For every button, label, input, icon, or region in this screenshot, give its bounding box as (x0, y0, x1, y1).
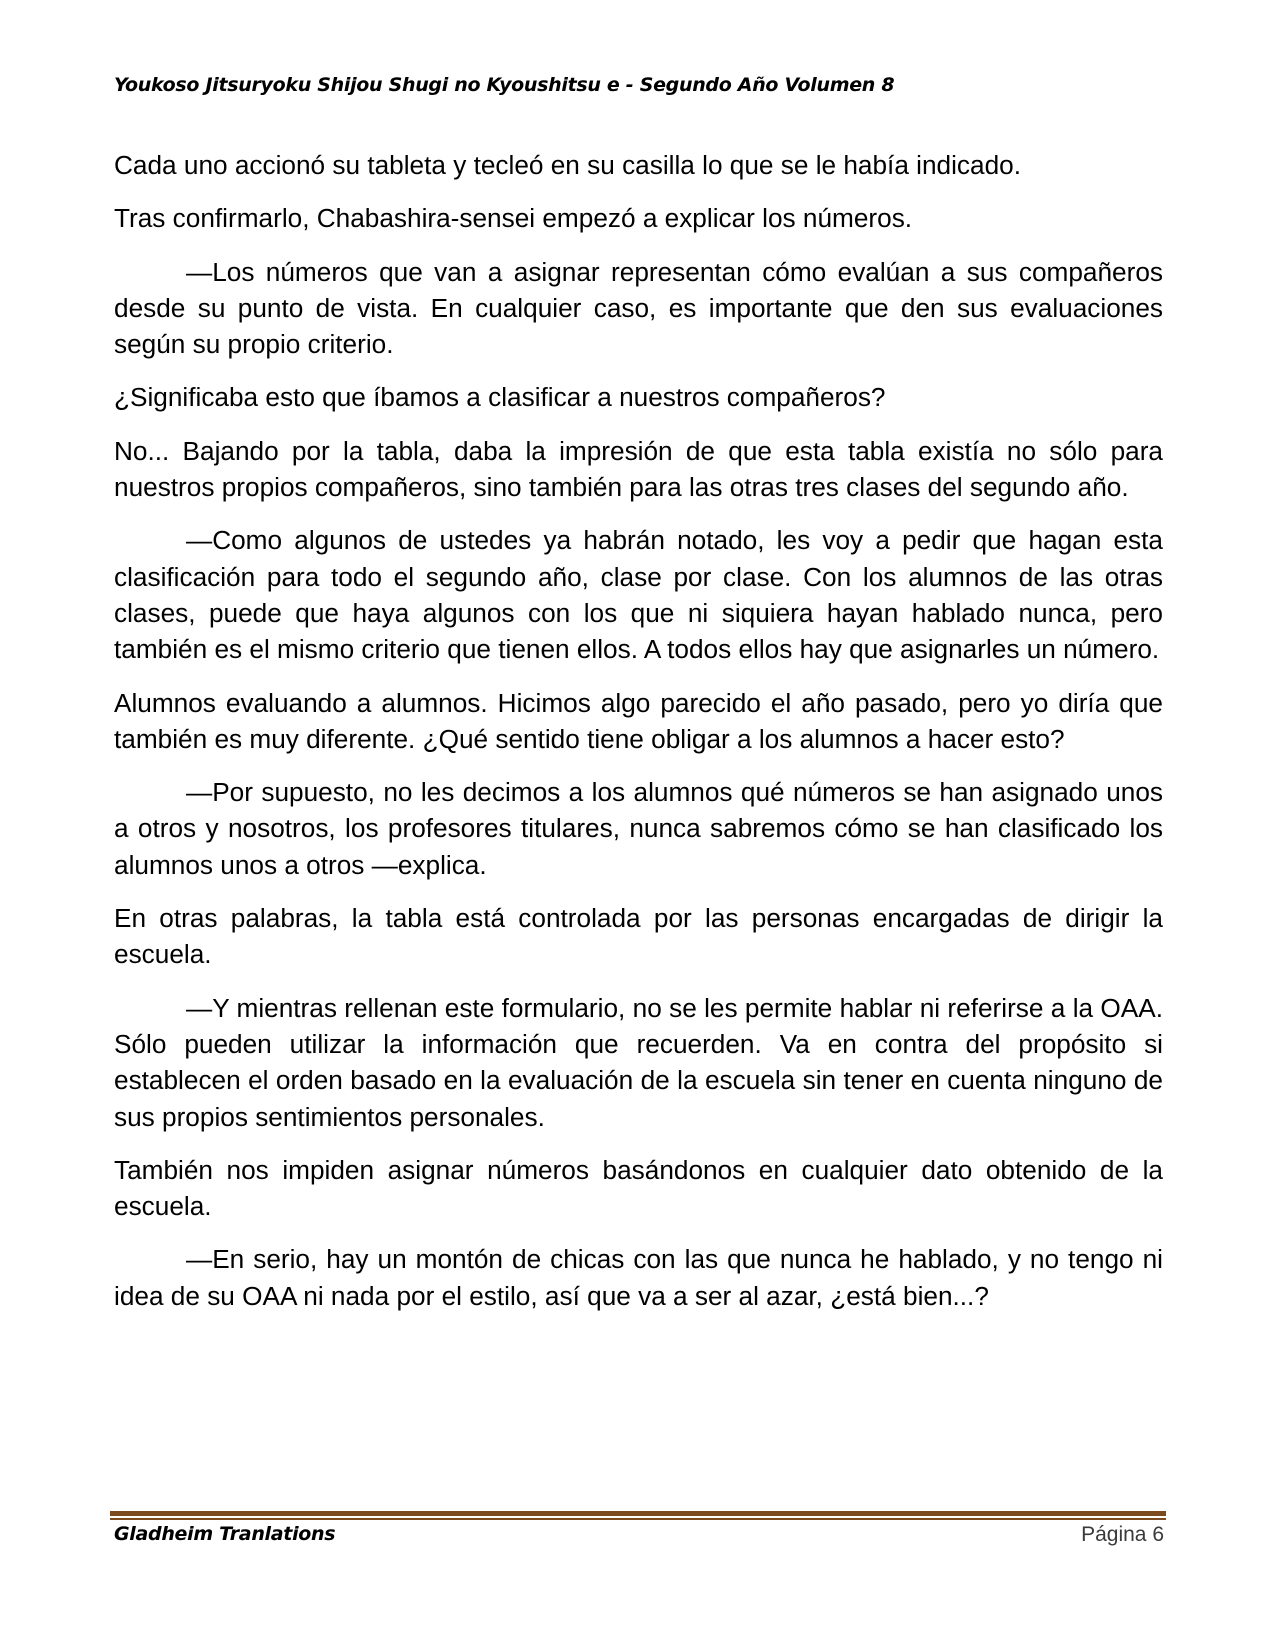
paragraph: Tras confirmarlo, Chabashira-sensei empezó a explicar los números. (114, 203, 913, 234)
running-header-title: Youkoso Jitsuryoku Shijou Shugi no Kyoushitsu e - Segundo Año Volumen 8 (114, 74, 895, 96)
paragraph: Alumnos evaluando a alumnos. Hicimos algo parecido el año pasado, pero yo diría que también es muy diferente. ¿Qué sentido tiene obligar a los alumnos a hacer esto? (114, 687, 1163, 754)
paragraph: ¿Significaba esto que íbamos a clasificar a nuestros compañeros? (114, 382, 886, 413)
dialogue-paragraph: —Por supuesto, no les decimos a los alumnos qué números se han asignado unos a otros y nosotros, los profesores titulares, nunca sabremos cómo se han clasificado los alumnos unos a otros —explica. (114, 777, 1163, 880)
footer-divider (110, 1511, 1166, 1516)
dialogue-paragraph: —Como algunos de ustedes ya habrán notado, les voy a pedir que hagan esta clasificación para todo el segundo año, clase por clase. Con los alumnos de las otras clases, puede que haya algunos con los que ni siquiera hayan hablado nunca, pero también es el mismo criterio que tienen ellos. A todos ellos hay que asignarles un número. (114, 525, 1163, 665)
paragraph: En otras palabras, la tabla está controlada por las personas encargadas de dirigir la escuela. (114, 903, 1163, 970)
paragraph: Cada uno accionó su tableta y tecleó en su casilla lo que se le había indicado. (114, 150, 1021, 180)
page-number (1081, 1523, 1164, 1547)
dialogue-paragraph: —Los números que van a asignar representan cómo evalúan a sus compañeros desde su punto de vista. En cualquier caso, es importante que den sus evaluaciones según su propio criterio. (114, 256, 1163, 360)
footer-divider-thin (110, 1518, 1166, 1520)
page-number-value: 6 (1152, 1523, 1164, 1546)
paragraph: No... Bajando por la tabla, daba la impresión de que esta tabla existía no sólo para nuestros propios compañeros, sino también para las otras tres clases del segundo año. (114, 435, 1163, 503)
page-label: Página (1081, 1523, 1147, 1546)
footer-credit: Gladheim Tranlations (114, 1523, 336, 1545)
dialogue-paragraph: —Y mientras rellenan este formulario, no se les permite hablar ni referirse a la OAA. Sólo pueden utilizar la información que recuerden. Va en contra del propósito si establecen el orden basado en la evaluación de la escuela sin tener en cuenta ninguno de sus propios sentimientos personales. (114, 992, 1163, 1132)
dialogue-paragraph: —En serio, hay un montón de chicas con las que nunca he hablado, y no tengo ni idea de su OAA ni nada por el estilo, así que va a ser al azar, ¿está bien...? (114, 1244, 1163, 1311)
body-text (114, 147, 1163, 1331)
paragraph: También nos impiden asignar números basándonos en cualquier dato obtenido de la escuela. (114, 1154, 1163, 1222)
